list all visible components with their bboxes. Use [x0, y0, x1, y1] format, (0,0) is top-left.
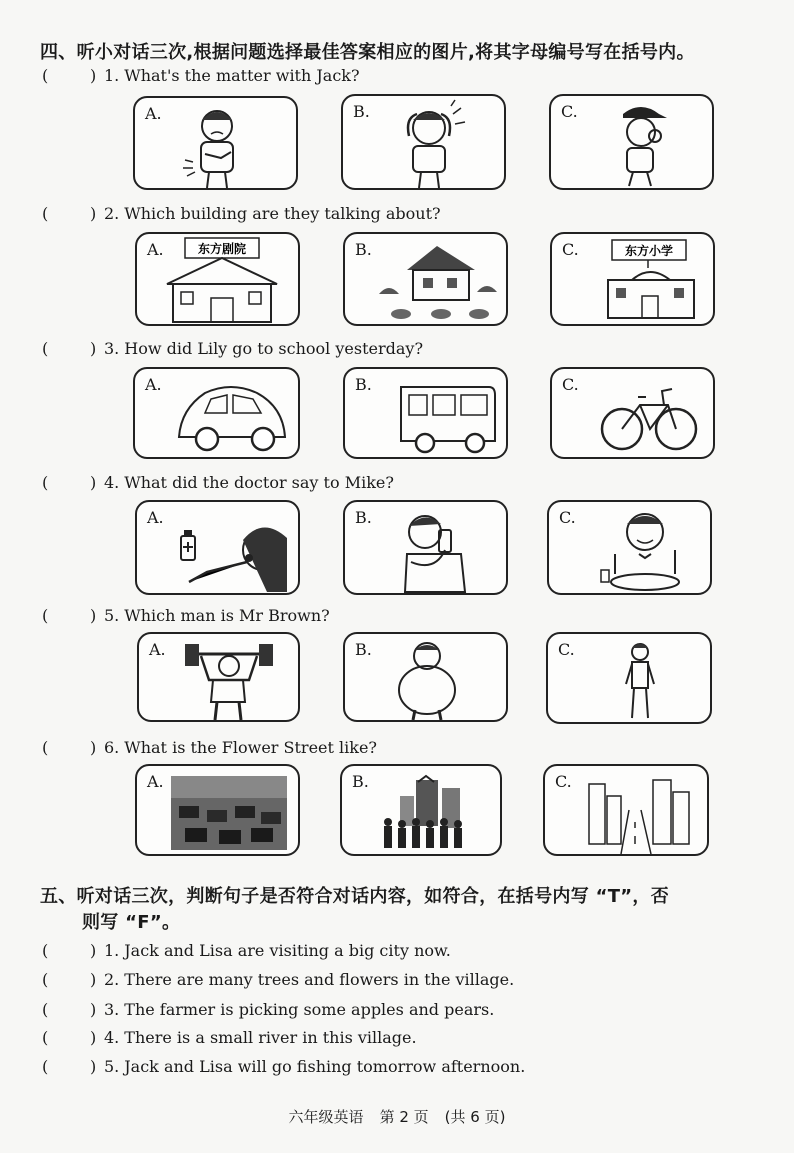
q5-option-c[interactable]: C.: [546, 632, 712, 724]
tf-statement-2: ( ) 2. There are many trees and flowers in the village.: [42, 970, 515, 989]
q2-option-c[interactable]: C. 东方小学: [550, 232, 715, 326]
section5-heading-cont: 则写 “F”。: [82, 912, 181, 933]
tf-statement-3: ( ) 3. The farmer is picking some apples and pears.: [42, 1000, 495, 1019]
farm-house-icon: [345, 234, 508, 326]
answer-bracket[interactable]: ( ): [42, 738, 97, 757]
q1-option-c[interactable]: C.: [549, 94, 714, 190]
q1-option-a[interactable]: A.: [133, 96, 298, 190]
question-3: ( ) 3. How did Lily go to school yesterday?: [42, 339, 424, 358]
footer-total: (共 6 页): [444, 1108, 506, 1126]
q4-option-a[interactable]: A.: [135, 500, 300, 595]
q5-option-a[interactable]: A.: [137, 632, 300, 722]
stomachache-boy-icon: [135, 98, 298, 190]
q4-option-c[interactable]: C.: [547, 500, 712, 595]
answer-bracket[interactable]: ( ): [42, 1028, 97, 1047]
q6-option-b[interactable]: B.: [340, 764, 502, 856]
q2-option-a[interactable]: A. 东方剧院: [135, 232, 300, 326]
q6-option-a[interactable]: A.: [135, 764, 300, 856]
answer-bracket[interactable]: ( ): [42, 970, 97, 989]
theater-sign: 东方剧院: [197, 242, 247, 256]
tf-statement-4: ( ) 4. There is a small river in this village.: [42, 1028, 417, 1047]
q5-option-b[interactable]: B.: [343, 632, 508, 722]
weightlifter-icon: [139, 634, 300, 722]
question-6: ( ) 6. What is the Flower Street like?: [42, 738, 377, 757]
thin-man-icon: [548, 634, 712, 724]
q4-option-b[interactable]: B.: [343, 500, 508, 595]
bus-icon: [345, 369, 508, 459]
eating-boy-icon: [549, 502, 712, 595]
theater-building-icon: [137, 234, 300, 326]
question-1: ( ) 1. What's the matter with Jack?: [42, 66, 360, 85]
q2-option-b[interactable]: B.: [343, 232, 508, 326]
medicine-spoon-icon: [137, 502, 300, 595]
school-sign: 东方小学: [624, 244, 674, 258]
answer-bracket[interactable]: ( ): [42, 606, 97, 625]
q6-option-c[interactable]: C.: [543, 764, 709, 856]
answer-bracket[interactable]: ( ): [42, 1000, 97, 1019]
toothache-boy-icon: [551, 96, 714, 190]
tf-statement-1: ( ) 1. Jack and Lisa are visiting a big city now.: [42, 941, 451, 960]
section4-heading: 四、听小对话三次,根据问题选择最佳答案相应的图片,将其字母编号写在括号内。: [40, 42, 695, 63]
car-icon: [135, 369, 300, 459]
traffic-jam-icon: [137, 766, 300, 856]
footer-page: 第 2 页: [379, 1108, 429, 1126]
q3-option-b[interactable]: B.: [343, 367, 508, 459]
answer-bracket[interactable]: ( ): [42, 941, 97, 960]
answer-bracket[interactable]: ( ): [42, 66, 97, 85]
question-4: ( ) 4. What did the doctor say to Mike?: [42, 473, 394, 492]
question-2: ( ) 2. Which building are they talking about?: [42, 204, 441, 223]
crowded-street-icon: [342, 766, 502, 856]
answer-bracket[interactable]: ( ): [42, 204, 97, 223]
q3-option-c[interactable]: C.: [550, 367, 715, 459]
quiet-street-icon: [545, 766, 709, 856]
footer-subject: 六年级英语: [288, 1108, 364, 1126]
headache-boy-icon: [343, 96, 506, 190]
tf-statement-5: ( ) 5. Jack and Lisa will go fishing tomorrow afternoon.: [42, 1057, 526, 1076]
drinking-water-boy-icon: [345, 502, 508, 595]
section5-heading: 五、听对话三次，判断句子是否符合对话内容，如符合，在括号内写 “T”，否: [40, 886, 670, 907]
school-building-icon: [552, 234, 715, 326]
fat-man-icon: [345, 634, 508, 722]
answer-bracket[interactable]: ( ): [42, 473, 97, 492]
answer-bracket[interactable]: ( ): [42, 339, 97, 358]
bicycle-icon: [552, 369, 715, 459]
page-footer: [0, 1106, 794, 1127]
question-5: ( ) 5. Which man is Mr Brown?: [42, 606, 330, 625]
answer-bracket[interactable]: ( ): [42, 1057, 97, 1076]
q3-option-a[interactable]: A.: [133, 367, 300, 459]
q1-option-b[interactable]: B.: [341, 94, 506, 190]
